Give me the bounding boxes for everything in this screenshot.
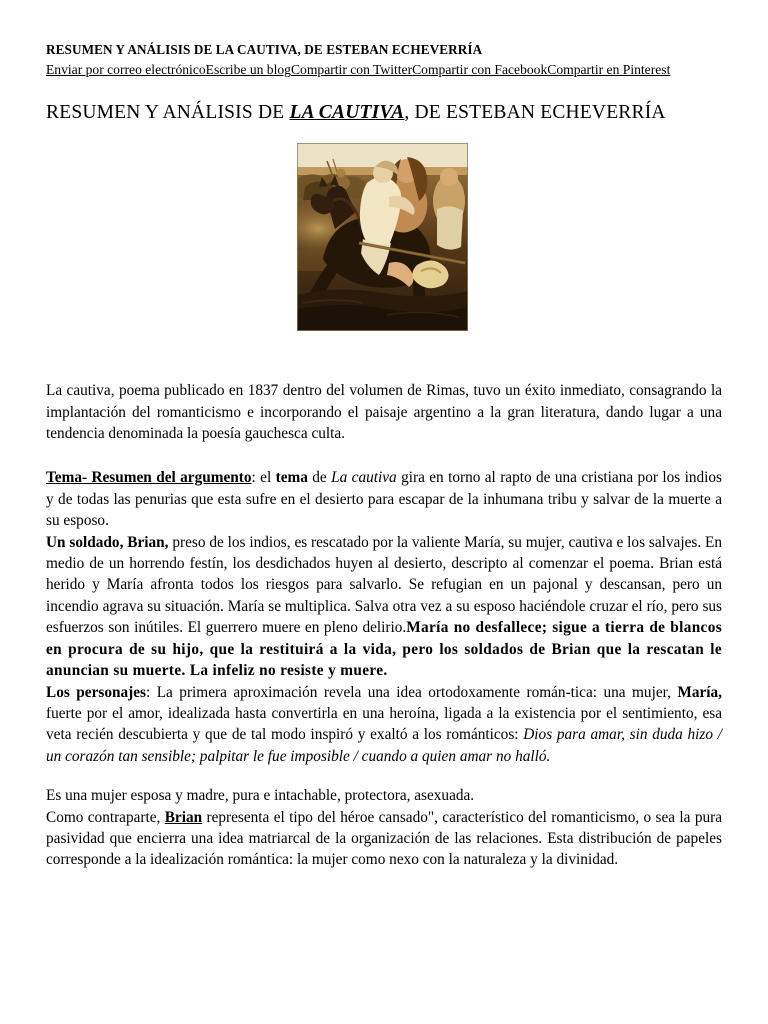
figure-container [46,143,722,331]
tema-body: gira en torno al rapto de una cristiana por los indios y de todas las penurias que esta sufre en el desierto para escapar de la inhumana tribu y salvar de la muerte a su esposo. [46,469,722,530]
page-title-after: , DE ESTEBAN ECHEVERRÍA [404,101,666,123]
painting-artwork [297,143,468,331]
poem-quote: Dios para amar, sin duda hizo / un corazón tan sensible; palpitar le fue imposible / cuando a quien amar no halló. [46,726,722,765]
soldado-lead: Un soldado, Brian, [46,533,169,551]
contraparte-text-b: representa el tipo del héroe cansado", característico del romanticismo, o sea la pura pasividad que encierra una idea matriarcal de la organización de las relaciones. Esta distribución de papeles corresponde a la idealización romántica: la mujer como nexo con la naturaleza y la divinidad. [46,808,722,869]
soldado-body: preso de los indios, es rescatado por la valiente María, su mujer, cautiva e los salvajes. En medio de un horrendo festín, los desdichados huyen al desierto, descripto al comenzar el poema. Brian está herido y María afronta todos los riesgos para salvarlo. Se refugian en un pajonal y descansan, pero un incendio agrava su situación. María se multiplica. Salva otra vez a su esposo haciéndole cruzar el río, pero sus esfuerzos son inútiles. El guerrero muere en pleno delirio. [46,533,722,637]
paragraph-contraparte [46,807,722,871]
document-header-title: RESUMEN Y ANÁLISIS DE LA CAUTIVA, DE ESTEBAN ECHEVERRÍA [46,42,483,57]
tema-de: de [307,469,332,487]
painting-la-cautiva [297,143,468,331]
share-link-facebook[interactable]: Compartir con Facebook [412,61,548,77]
personajes-text-a: : La primera aproximación revela una idea ortodoxamente román-tica: una mujer, [145,683,678,701]
contraparte-text-a: Como contraparte, [46,808,165,826]
share-link-email[interactable]: Enviar por correo electrónico [46,61,206,77]
share-link-pinterest[interactable]: Compartir en Pinterest [547,61,671,77]
page-title-work: LA CAUTIVA [289,101,405,123]
personajes-maria: María, [677,683,722,701]
maria-emphasis-block: María no desfallece; sigue a tierra de blancos en procura de su hijo, que la restituirá a la vida, pero los soldados de Brian que la rescatan le anuncian su muerte. La infeliz no resiste y muere. [46,619,722,680]
paragraph-personajes [46,682,722,768]
tema-heading: Tema- Resumen del argumento [46,469,252,487]
personajes-heading: Los personajes [46,683,146,701]
paragraph-tema [46,467,722,531]
tema-keyword: tema [275,469,308,487]
page-title-before: RESUMEN Y ANÁLISIS DE [46,101,290,123]
paragraph-intro: La cautiva, poema publicado en 1837 dentro del volumen de Rimas, tuvo un éxito inmediato, consagrando la implantación del romanticismo e incorporando el paisaje argentino a la gran literatura, dando lugar a una tendencia denominada la poesía gauchesca culta. [46,382,722,443]
share-link-blog[interactable]: Escribe un blog [205,61,291,77]
tema-separator: : el [251,469,276,487]
page-title [46,100,722,125]
paragraph-esposa: Es una mujer esposa y madre, pura e intachable, protectora, asexuada. [46,787,475,805]
contraparte-brian: Brian [164,808,203,826]
share-link-bar [46,61,722,78]
tema-work-title: La cautiva [331,469,397,487]
paragraph-soldado [46,532,722,682]
share-link-twitter[interactable]: Compartir con Twitter [290,61,413,77]
personajes-text-b: fuerte por el amor, idealizada hasta convertirla en una heroína, ligada a la existencia por el sentimiento, esa veta recién descubierta y que de tal modo inspiró y exaltó a los románticos: [46,704,722,744]
